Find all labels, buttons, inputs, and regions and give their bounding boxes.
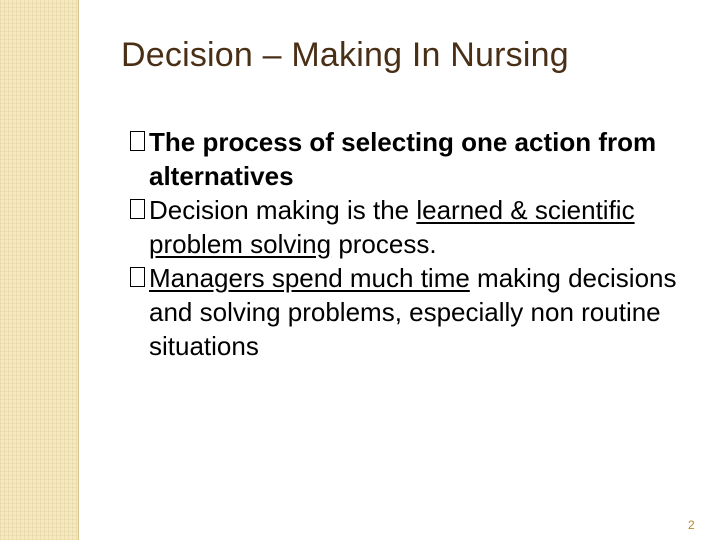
bullet-item-1: [130, 125, 710, 193]
bullet-3-underlined-text: Managers spend much time: [149, 263, 470, 293]
bullet-box-icon: [130, 199, 145, 219]
bullet-box-icon: [130, 267, 145, 287]
decorative-side-strip: [0, 0, 79, 540]
bullet-item-3: [130, 261, 710, 363]
bullet-list: [130, 125, 710, 363]
bullet-3-text-end: making decisions and solving problems, especially non routine situations: [149, 263, 677, 361]
bullet-box-icon: [130, 131, 145, 151]
bullet-2-text-end: process.: [331, 229, 437, 259]
bullet-2-underlined-text: learned & scientific problem solving: [149, 195, 635, 259]
bullet-item-2: [130, 193, 710, 261]
bullet-1-text: The process of selecting one action from alternatives: [149, 127, 657, 191]
page-number: 2: [688, 518, 695, 532]
bullet-2-text-start: Decision making is the: [149, 195, 417, 225]
slide-title: Decision – Making In Nursing: [121, 36, 569, 74]
